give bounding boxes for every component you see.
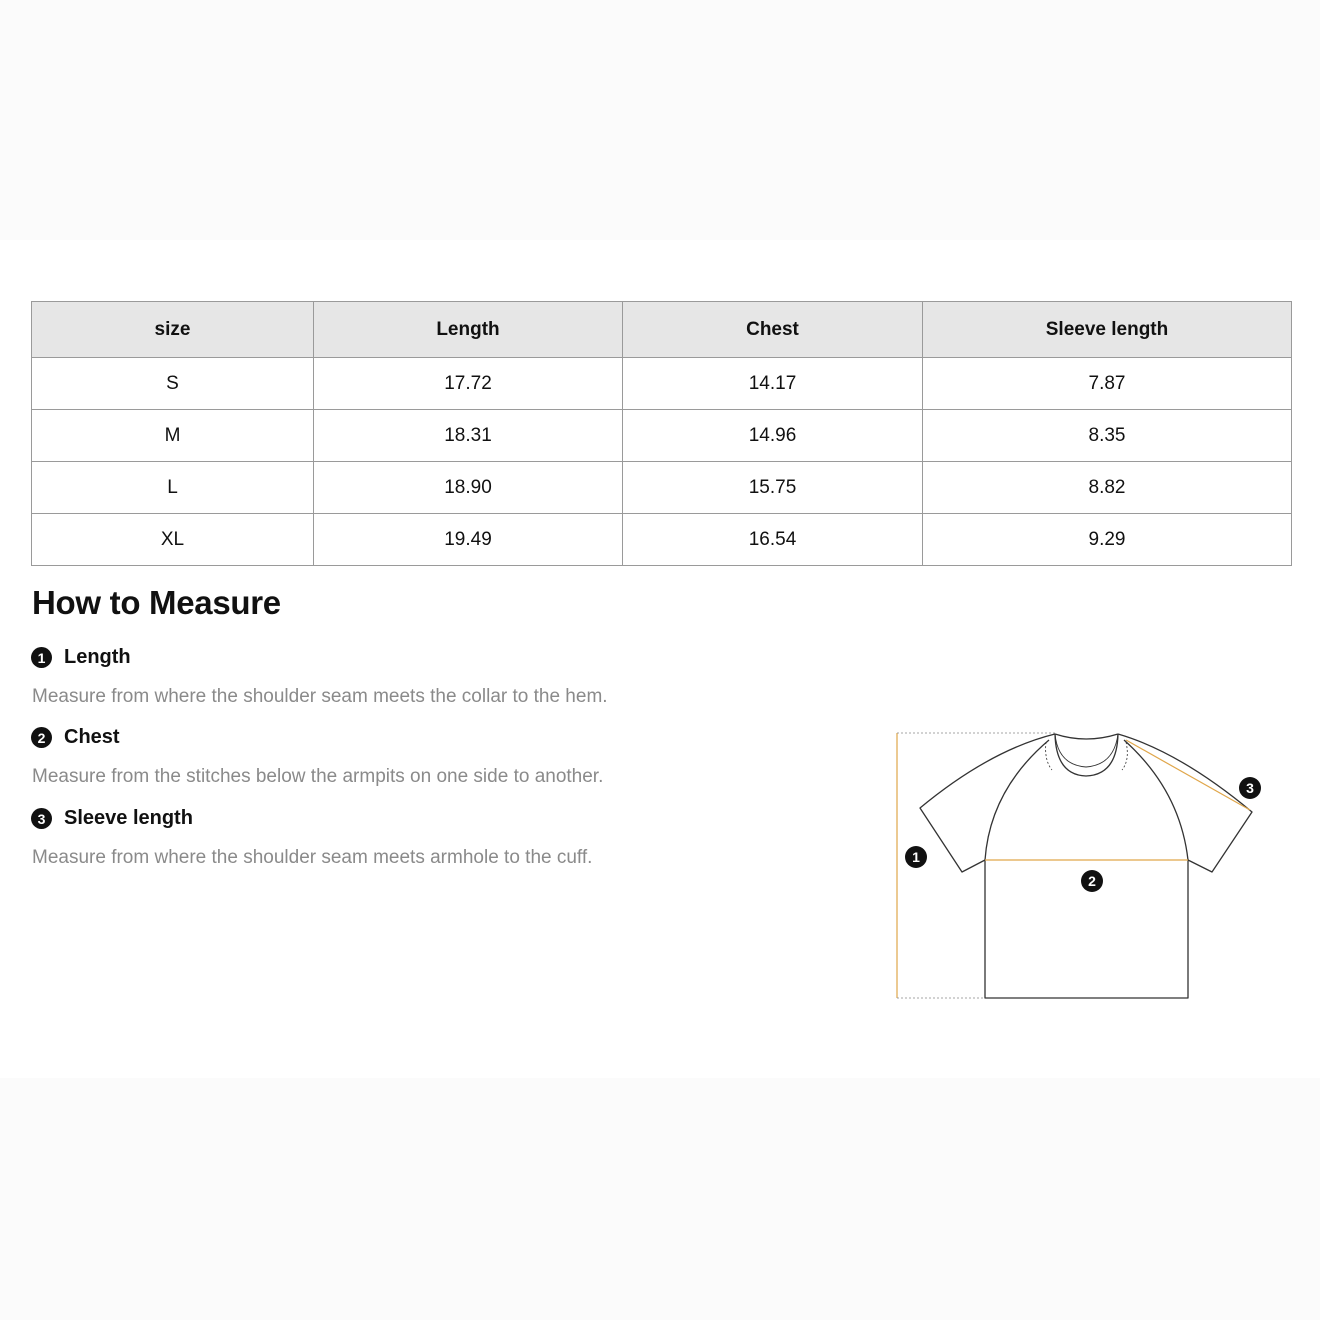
svg-text:1: 1 [912,849,920,865]
table-cell: M [32,410,314,462]
step-length-description: Measure from where the shoulder seam meets the collar to the hem. [32,686,608,707]
table-cell: 14.96 [623,410,923,462]
column-header-chest: Chest [623,302,923,358]
table-cell: 16.54 [623,514,923,566]
table-cell: 19.49 [314,514,623,566]
page-title: How to Measure [32,584,281,621]
diagram-marker-3 [1239,777,1261,799]
size-chart-table [31,301,1292,566]
table-cell: XL [32,514,314,566]
table-cell: 7.87 [923,358,1292,410]
step-label: Length [64,646,131,668]
diagram-marker-1 [905,846,927,868]
column-header-length: Length [314,302,623,358]
tshirt-outline-icon [920,734,1252,998]
table-row [32,358,1292,410]
number-two-badge-icon: 2 [31,727,52,748]
sleeve-measure-line [1126,740,1250,810]
table-row [32,514,1292,566]
table-cell: 15.75 [623,462,923,514]
svg-text:2: 2 [1088,873,1096,889]
content-panel [0,240,1320,1078]
column-header-sleeve-length: Sleeve length [923,302,1292,358]
step-sleeve-description: Measure from where the shoulder seam meets armhole to the cuff. [32,847,593,868]
column-header-size: size [32,302,314,358]
table-row [32,462,1292,514]
table-cell: 8.35 [923,410,1292,462]
step-label: Sleeve length [64,807,193,829]
diagram-marker-2 [1081,870,1103,892]
table-row [32,410,1292,462]
table-cell: 17.72 [314,358,623,410]
table-cell: 14.17 [623,358,923,410]
step-length-heading [31,646,131,669]
table-cell: 8.82 [923,462,1292,514]
step-chest-description: Measure from the stitches below the armpits on one side to another. [32,766,604,787]
number-one-badge-icon: 1 [31,647,52,668]
table-cell: 18.31 [314,410,623,462]
step-sleeve-heading [31,807,193,830]
number-three-badge-icon: 3 [31,808,52,829]
svg-text:3: 3 [1246,780,1254,796]
tshirt-measurement-diagram [880,720,1280,1020]
table-cell: S [32,358,314,410]
table-cell: L [32,462,314,514]
step-label: Chest [64,726,120,748]
table-header-row [32,302,1292,358]
step-chest-heading [31,726,120,749]
table-cell: 9.29 [923,514,1292,566]
table-cell: 18.90 [314,462,623,514]
